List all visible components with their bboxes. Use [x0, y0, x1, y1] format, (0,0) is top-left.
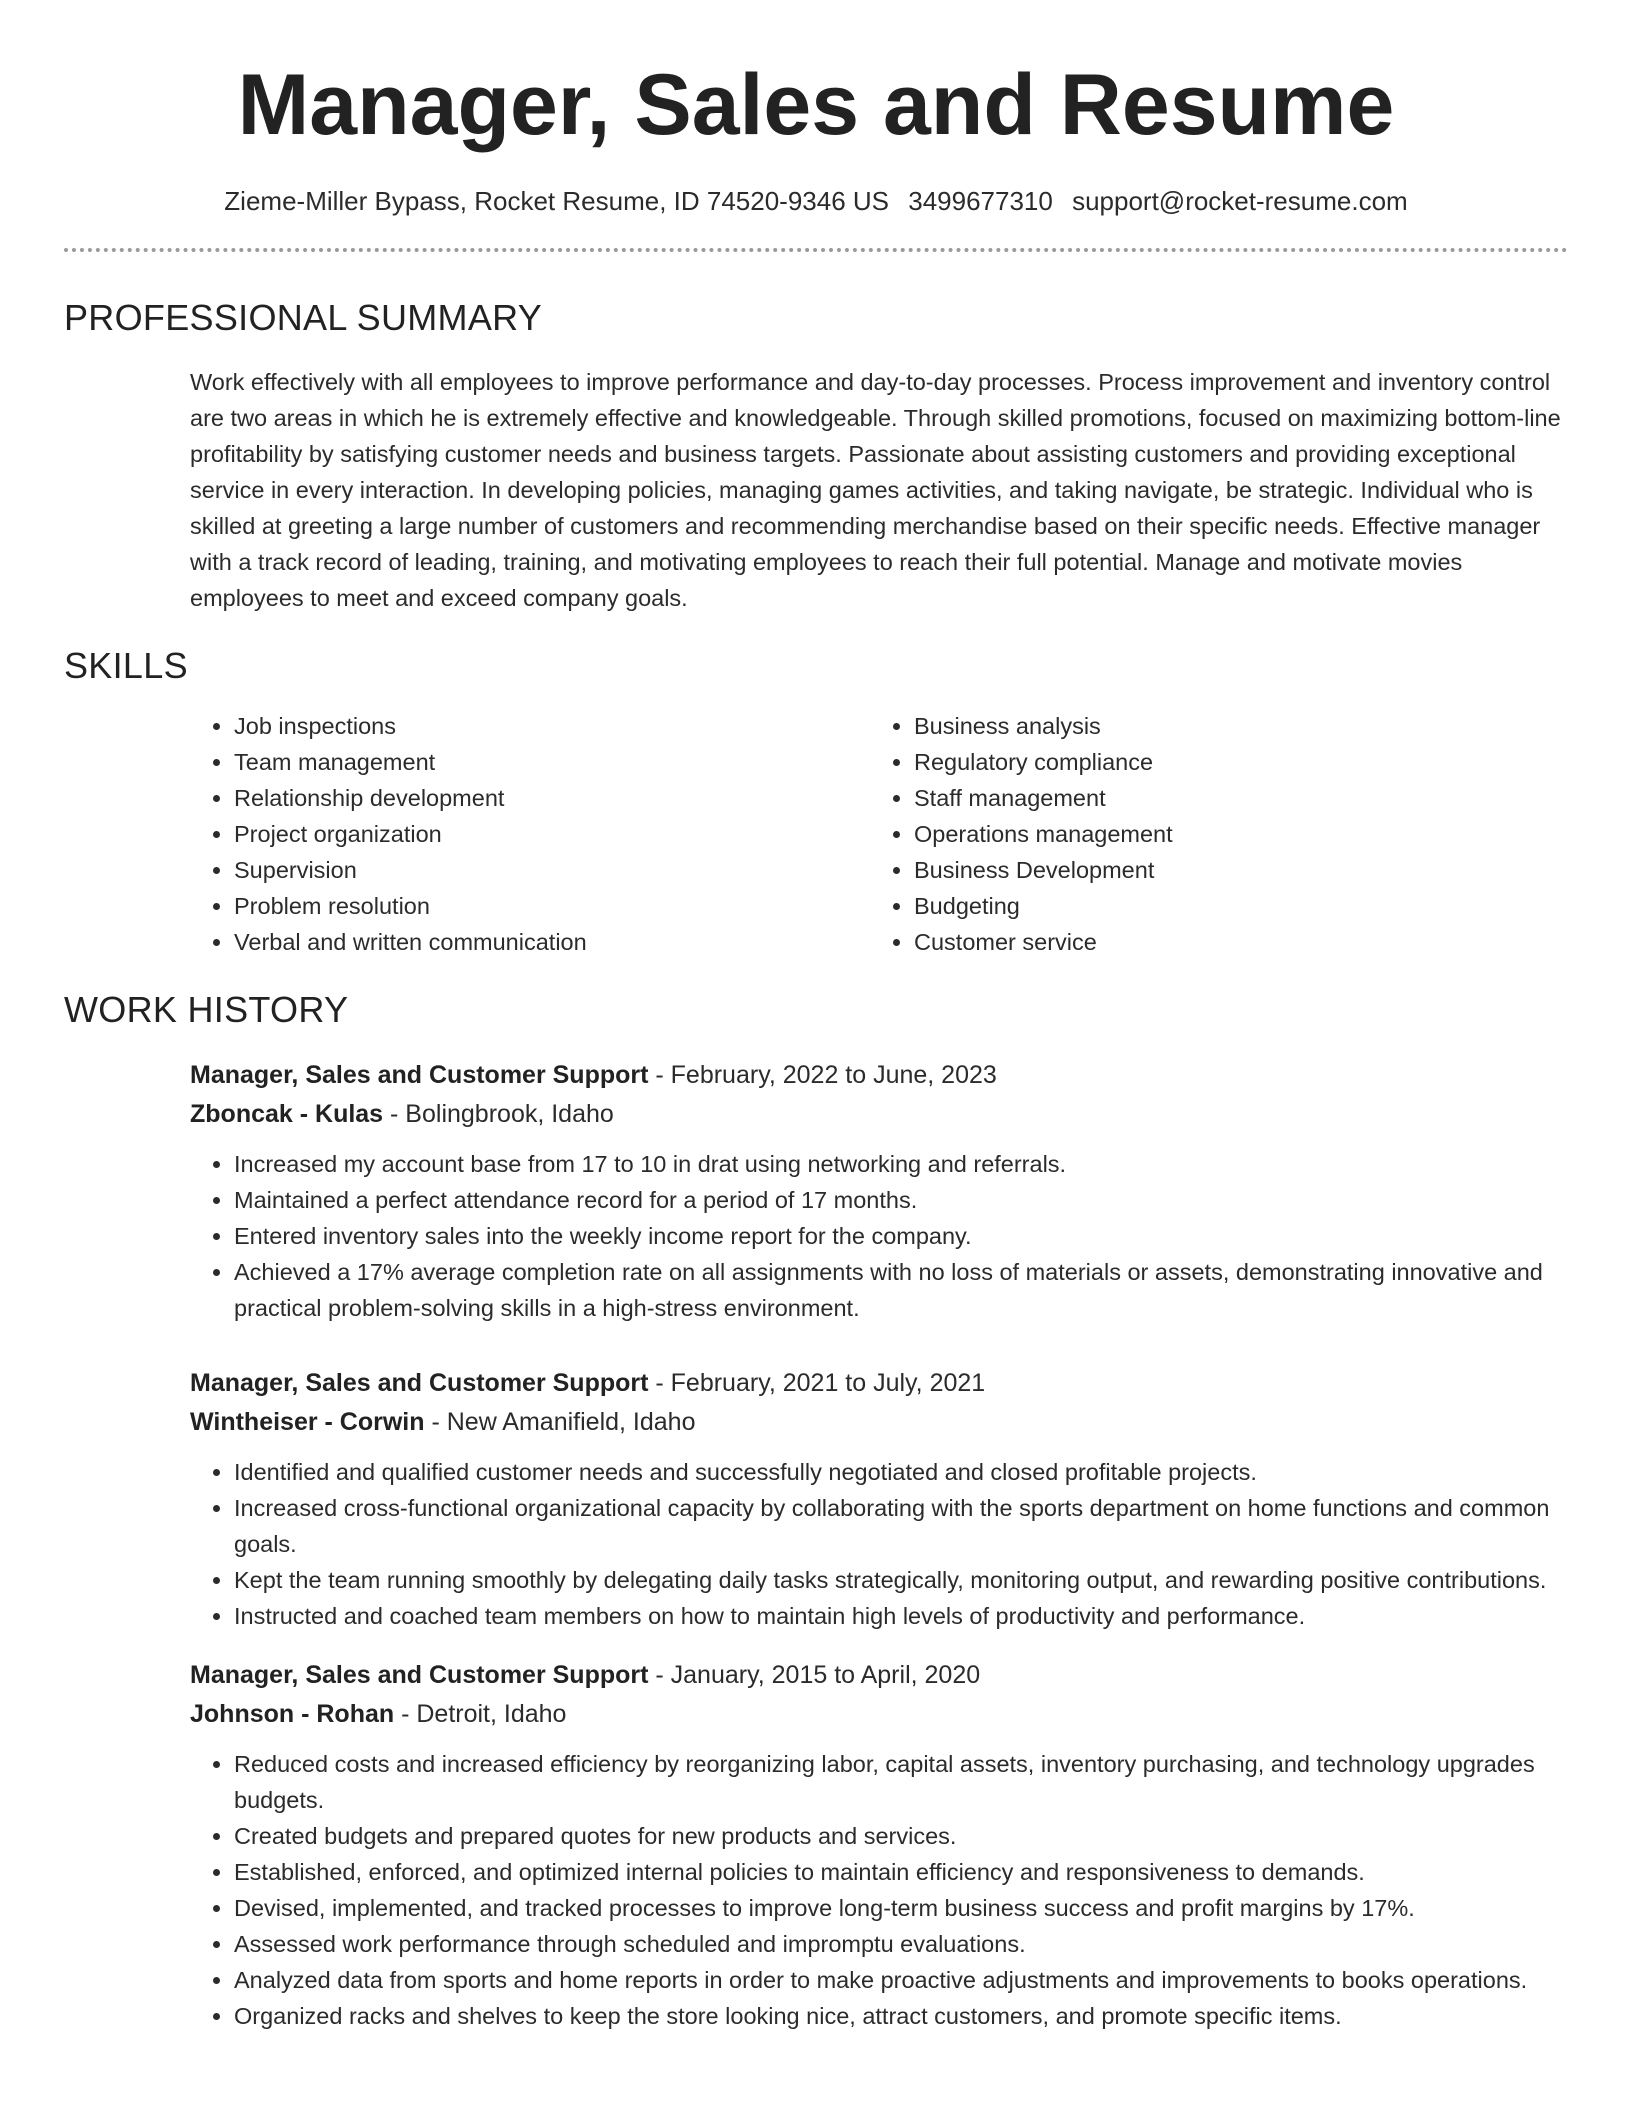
job-position-line [190, 1364, 1568, 1403]
job-entry [190, 1056, 1568, 1326]
summary-text: Work effectively with all employees to improve performance and day-to-day processes. Process improvement and inventory control are two areas in which he is extremely effective and knowledgeable. Through skilled promotions, focused on maximizing bottom-line profitability by satisfying customer needs and business targets. Passionate about assisting customers and providing exceptional service in every interaction. In developing policies, managing games activities, and taking navigate, be strategic. Individual who is skilled at greeting a large number of customers and recommending merchandise based on their specific needs. Effective manager with a track record of leading, training, and motivating employees to reach their full potential. Manage and motivate movies employees to meet and exceed company goals. [190, 369, 1561, 611]
job-location: - New Amanifield, Idaho [424, 1408, 696, 1436]
job-position-line [190, 1656, 1568, 1695]
skill-item: • Operations management [914, 816, 1550, 852]
job-bullet: • Instructed and coached team members on how to maintain high levels of productivity and performance. [234, 1598, 1568, 1634]
job-location: - Detroit, Idaho [394, 1700, 567, 1728]
job-bullet: • Organized racks and shelves to keep the store looking nice, attract customers, and promote specific items. [234, 1998, 1568, 2034]
contact-phone: 3499677310 [908, 186, 1053, 216]
work-history-heading: WORK HISTORY [64, 989, 349, 1030]
job-bullet: • Entered inventory sales into the weekly income report for the company. [234, 1218, 1568, 1254]
job-company: Wintheiser - Corwin [190, 1408, 425, 1436]
job-bullets [190, 1746, 1568, 2034]
skill-item: • Problem resolution [234, 888, 870, 924]
job-bullet: • Analyzed data from sports and home reports in order to make proactive adjustments and improvements to books operations. [234, 1962, 1568, 1998]
job-bullet: • Maintained a perfect attendance record for a period of 17 months. [234, 1182, 1568, 1218]
job-bullets [190, 1146, 1568, 1326]
skill-item: • Relationship development [234, 780, 870, 816]
job-entry [190, 1656, 1568, 2034]
job-bullet: • Established, enforced, and optimized internal policies to maintain efficiency and responsiveness to demands. [234, 1854, 1568, 1890]
job-position: Manager, Sales and Customer Support [190, 1369, 649, 1397]
job-company-line [190, 1695, 1568, 1734]
skill-item: • Project organization [234, 816, 870, 852]
job-bullet: • Achieved a 17% average completion rate on all assignments with no loss of materials or assets, demonstrating innovative and practical problem-solving skills in a high-stress environment. [234, 1254, 1568, 1326]
summary-heading: PROFESSIONAL SUMMARY [64, 297, 543, 338]
job-bullet: • Devised, implemented, and tracked processes to improve long-term business success and profit margins by 17%. [234, 1890, 1568, 1926]
skills-list [190, 708, 1568, 960]
job-position: Manager, Sales and Customer Support [190, 1061, 649, 1089]
job-position: Manager, Sales and Customer Support [190, 1661, 649, 1689]
skill-item: • Job inspections [234, 708, 870, 744]
skill-item: • Regulatory compliance [914, 744, 1550, 780]
job-bullets [190, 1454, 1568, 1634]
skill-item: • Verbal and written communication [234, 924, 870, 960]
job-bullet: • Created budgets and prepared quotes for new products and services. [234, 1818, 1568, 1854]
job-location: - Bolingbrook, Idaho [383, 1100, 614, 1128]
job-bullet: • Increased cross-functional organizational capacity by collaborating with the sports department on home functions and common goals. [234, 1490, 1568, 1562]
job-company-line [190, 1095, 1568, 1134]
job-position-line [190, 1056, 1568, 1095]
job-bullet: • Reduced costs and increased efficiency by reorganizing labor, capital assets, inventory purchasing, and technology upgrades budgets. [234, 1746, 1568, 1818]
skills-heading: SKILLS [64, 645, 188, 686]
job-bullet: • Identified and qualified customer needs and successfully negotiated and closed profitable projects. [234, 1454, 1568, 1490]
skills-column-left [190, 708, 870, 960]
job-dates: - January, 2015 to April, 2020 [648, 1661, 981, 1689]
job-company-line [190, 1403, 1568, 1442]
candidate-name: Manager, Sales and Resume [237, 57, 1395, 153]
job-company: Johnson - Rohan [190, 1700, 395, 1728]
header-divider [64, 248, 1568, 252]
skill-item: • Supervision [234, 852, 870, 888]
contact-address: Zieme-Miller Bypass, Rocket Resume, ID 74520-9346 US [224, 186, 889, 216]
contact-line [64, 184, 1568, 218]
skills-column-right [870, 708, 1550, 960]
job-bullet: • Kept the team running smoothly by delegating daily tasks strategically, monitoring output, and rewarding positive contributions. [234, 1562, 1568, 1598]
skill-item: • Customer service [914, 924, 1550, 960]
skill-item: • Staff management [914, 780, 1550, 816]
contact-email: support@rocket-resume.com [1072, 186, 1408, 216]
skill-item: • Business Development [914, 852, 1550, 888]
skill-item: • Budgeting [914, 888, 1550, 924]
job-dates: - February, 2022 to June, 2023 [648, 1061, 997, 1089]
skill-item: • Business analysis [914, 708, 1550, 744]
job-entry [190, 1364, 1568, 1634]
job-dates: - February, 2021 to July, 2021 [648, 1369, 986, 1397]
resume-page [64, 0, 1568, 2034]
skill-item: • Team management [234, 744, 870, 780]
job-company: Zboncak - Kulas [190, 1100, 384, 1128]
job-bullet: • Increased my account base from 17 to 10 in drat using networking and referrals. [234, 1146, 1568, 1182]
job-bullet: • Assessed work performance through scheduled and impromptu evaluations. [234, 1926, 1568, 1962]
